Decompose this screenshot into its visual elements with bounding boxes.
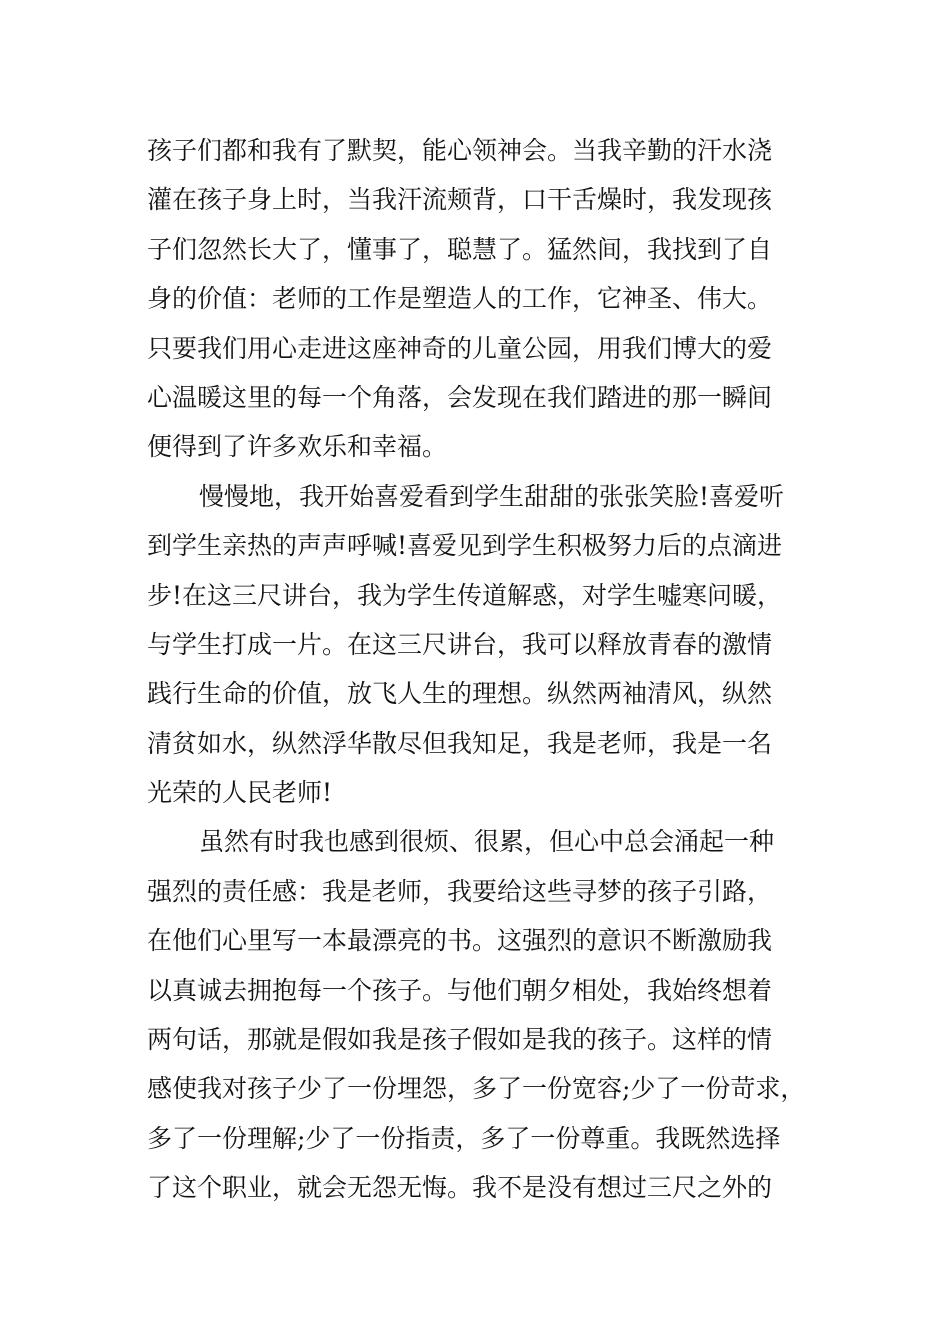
text-line: 孩子们都和我有了默契，能心领神会。当我辛勤的汗水浇 bbox=[147, 136, 773, 165]
text-line: 在他们心里写一本最漂亮的书。这强烈的意识不断激励我 bbox=[147, 926, 773, 956]
text-line: 身的价值：老师的工作是塑造人的工作，它神圣、伟大。 bbox=[147, 284, 773, 314]
paragraph-first-line: 慢慢地，我开始喜爱看到学生甜甜的张张笑脸!喜爱听 bbox=[199, 481, 785, 511]
text-line: 践行生命的价值，放飞人生的理想。纵然两袖清风，纵然 bbox=[147, 679, 773, 709]
text-line: 只要我们用心走进这座神奇的儿童公园，用我们博大的爱 bbox=[147, 333, 773, 363]
text-line: 子们忽然长大了，懂事了，聪慧了。猛然间，我找到了自 bbox=[147, 234, 773, 264]
text-line: 两句话，那就是假如我是孩子假如是我的孩子。这样的情 bbox=[147, 1025, 773, 1055]
text-line: 光荣的人民老师! bbox=[147, 778, 333, 808]
text-line: 强烈的责任感：我是老师，我要给这些寻梦的孩子引路， bbox=[147, 876, 773, 906]
text-line: 了这个职业，就会无怨无悔。我不是没有想过三尺之外的 bbox=[147, 1173, 773, 1203]
text-line: 清贫如水，纵然浮华散尽但我知足，我是老师，我是一名 bbox=[147, 728, 773, 758]
text-line: 到学生亲热的声声呼喊!喜爱见到学生积极努力后的点滴进 bbox=[147, 531, 783, 561]
text-line: 便得到了许多欢乐和幸福。 bbox=[147, 432, 448, 462]
text-line: 以真诚去拥抱每一个孩子。与他们朝夕相处，我始终想着 bbox=[147, 975, 773, 1005]
text-line: 感使我对孩子少了一份埋怨，多了一份宽容;少了一份苛求， bbox=[147, 1074, 806, 1104]
text-line: 多了一份理解;少了一份指责，多了一份尊重。我既然选择 bbox=[147, 1123, 781, 1153]
text-line: 心温暖这里的每一个角落，会发现在我们踏进的那一瞬间 bbox=[147, 382, 773, 412]
paragraph-first-line: 虽然有时我也感到很烦、很累，但心中总会涌起一种 bbox=[199, 827, 775, 857]
text-line: 与学生打成一片。在这三尺讲台，我可以释放青春的激情 bbox=[147, 629, 773, 659]
text-line: 步!在这三尺讲台，我为学生传道解惑，对学生嘘寒问暖， bbox=[147, 580, 783, 610]
body-text bbox=[147, 126, 827, 1213]
text-line: 灌在孩子身上时，当我汗流颊背，口干舌燥时，我发现孩 bbox=[147, 185, 773, 215]
